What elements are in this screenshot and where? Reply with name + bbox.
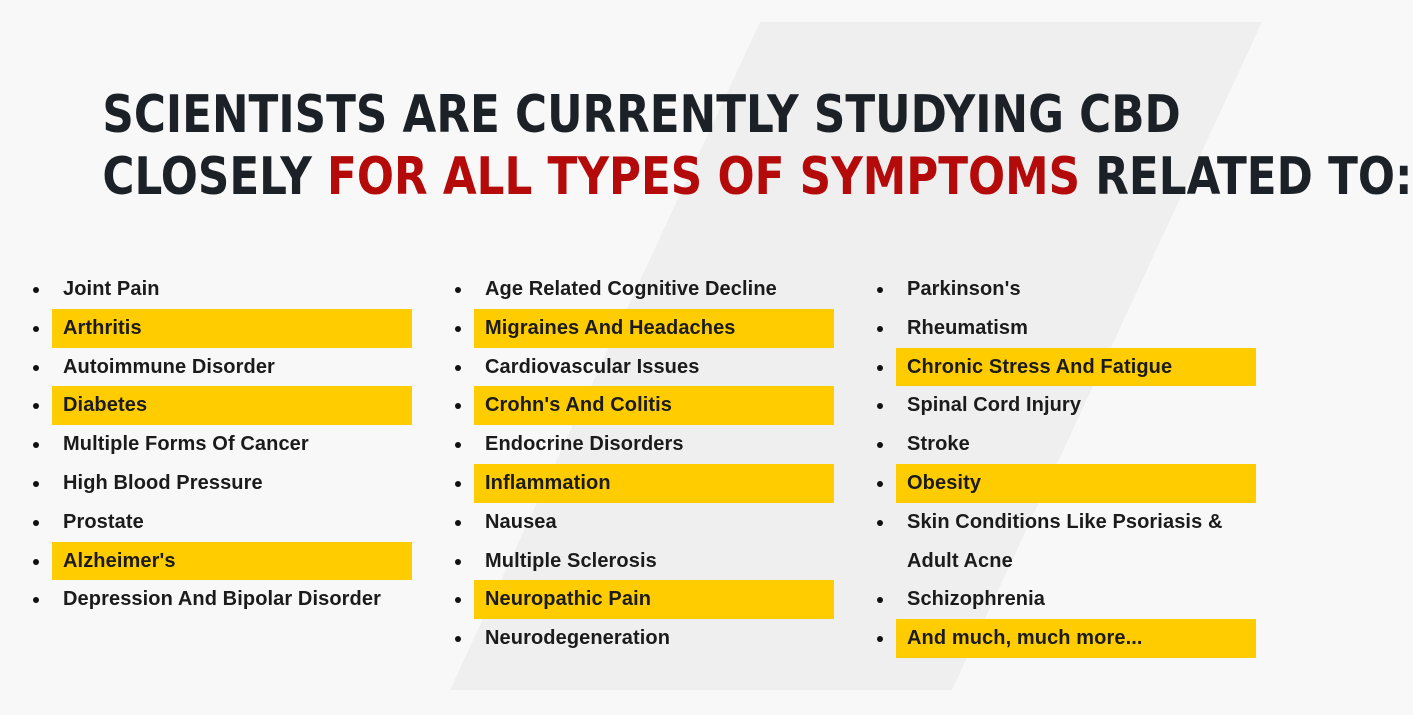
list-item-label: Arthritis — [63, 316, 142, 339]
headline-line-2-prefix: CLOSELY — [102, 147, 312, 207]
list-item — [52, 464, 412, 503]
headline-line-2-suffix: RELATED TO: — [1095, 147, 1413, 207]
list-item-highlighted — [896, 464, 1256, 503]
symptom-column-3 — [896, 270, 1256, 658]
list-item-highlighted — [474, 309, 834, 348]
list-item-label: Migraines And Headaches — [485, 316, 736, 339]
list-item-label: Alzheimer's — [63, 549, 176, 572]
list-item — [52, 270, 412, 309]
list-item — [896, 309, 1256, 348]
list-item — [896, 503, 1256, 542]
list-item-highlighted — [52, 542, 412, 581]
list-item-highlighted — [474, 386, 834, 425]
list-item-label: Stroke — [907, 433, 970, 456]
list-item-highlighted — [474, 464, 834, 503]
list-item — [474, 619, 834, 658]
list-item-label: Prostate — [63, 510, 144, 533]
list-item-highlighted — [52, 309, 412, 348]
list-item-label: Depression And Bipolar Disorder — [63, 588, 381, 611]
list-item-label: Neuropathic Pain — [485, 588, 652, 611]
symptom-column-1 — [52, 270, 412, 619]
list-item-label: Obesity — [907, 471, 982, 494]
list-item-label: Autoimmune Disorder — [63, 355, 275, 378]
list-item — [52, 348, 412, 387]
list-item-label: Parkinson's — [907, 278, 1021, 300]
list-item-highlighted — [474, 580, 834, 619]
list-item-label: Multiple Sclerosis — [485, 549, 657, 572]
list-item-label: Joint Pain — [63, 278, 160, 300]
list-item-label: Diabetes — [63, 394, 148, 417]
list-item — [474, 503, 834, 542]
list-item-highlighted — [52, 386, 412, 425]
headline-accent-text: FOR ALL TYPES OF SYMPTOMS — [327, 147, 1081, 207]
list-item — [896, 270, 1256, 309]
list-item — [474, 425, 834, 464]
list-item-label: Spinal Cord Injury — [907, 394, 1082, 417]
list-item-highlighted — [896, 619, 1256, 658]
list-item — [52, 580, 412, 619]
symptom-column-2 — [474, 270, 834, 658]
list-item — [896, 580, 1256, 619]
list-item-continuation — [896, 542, 1256, 581]
list-item-label: Crohn's And Colitis — [485, 394, 673, 417]
list-item — [52, 503, 412, 542]
list-item-label: Cardiovascular Issues — [485, 355, 700, 378]
list-item-label: Inflammation — [485, 471, 611, 494]
list-item-label: Endocrine Disorders — [485, 433, 684, 456]
headline-line-1: SCIENTISTS ARE CURRENTLY STUDYING CBD — [102, 85, 1181, 145]
list-item-label: Neurodegeneration — [485, 627, 671, 650]
list-item-label: Nausea — [485, 510, 557, 533]
list-item-label-continuation: Adult Acne — [907, 549, 1013, 572]
list-item — [474, 348, 834, 387]
page-title — [0, 84, 1413, 208]
list-item-label: Schizophrenia — [907, 588, 1045, 611]
list-item-label: Skin Conditions Like Psoriasis & — [907, 510, 1223, 533]
list-item-label: Multiple Forms Of Cancer — [63, 433, 309, 456]
list-item — [896, 386, 1256, 425]
list-item-label: Chronic Stress And Fatigue — [907, 355, 1173, 378]
list-item-label: Age Related Cognitive Decline — [485, 278, 777, 300]
headline-line-2 — [102, 146, 1413, 208]
list-item — [896, 425, 1256, 464]
list-item — [474, 542, 834, 581]
list-item — [474, 270, 834, 309]
list-item — [52, 425, 412, 464]
list-item-label: Rheumatism — [907, 316, 1029, 339]
list-item-highlighted — [896, 348, 1256, 387]
list-item-label: And much, much more... — [907, 627, 1143, 650]
list-item-label: High Blood Pressure — [63, 471, 263, 494]
